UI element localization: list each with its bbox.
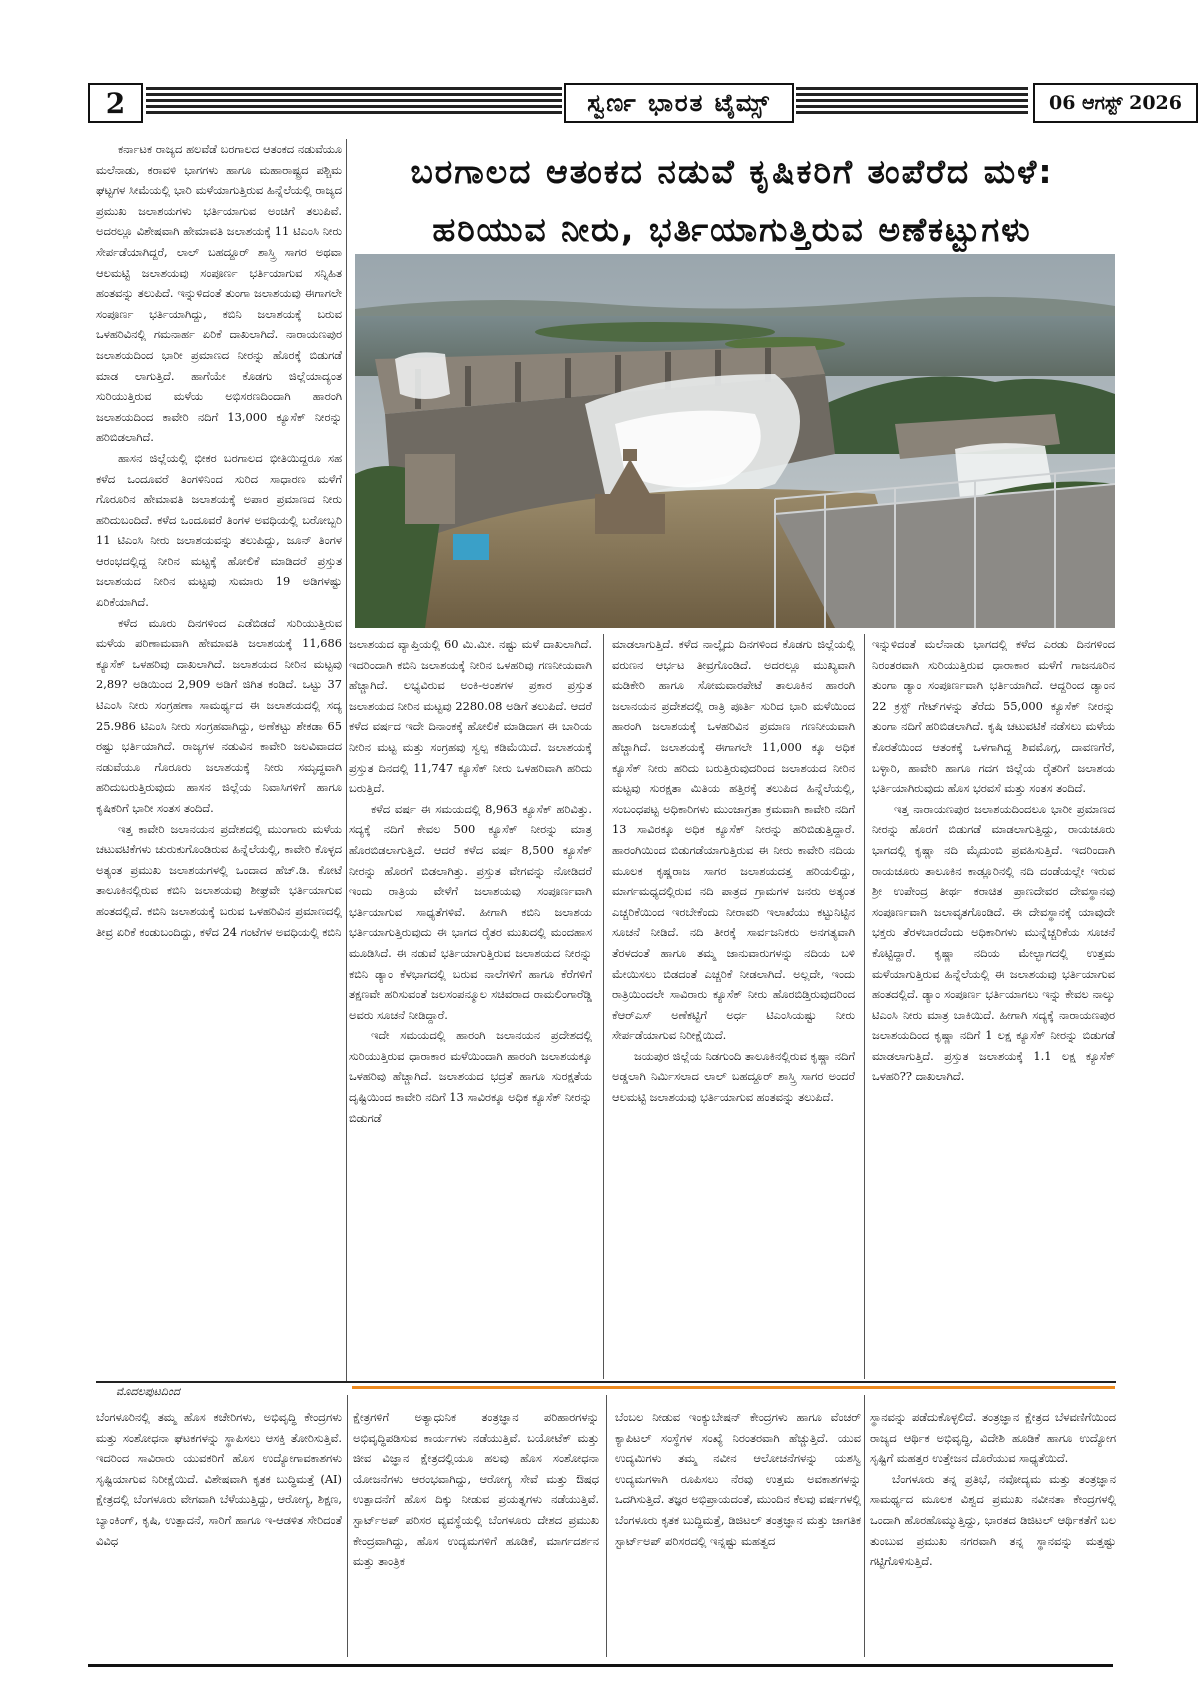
dam-photo — [355, 254, 1115, 628]
column-rule — [606, 1395, 607, 1657]
article-column-b — [612, 634, 855, 1379]
paragraph: ಮಾಡಲಾಗುತ್ತಿದೆ. ಕಳೆದ ನಾಲ್ಕೈದು ದಿನಗಳಿಂದ ಕೊಡಗು ಜಿಲ್ಲೆಯಲ್ಲಿ ವರುಣನ ಆರ್ಭಟ ತೀವ್ರಗೊಂಡಿದೆ. ಅದರಲ್ಲೂ ಮುಖ್ಯವಾಗಿ ಮಡಿಕೇರಿ ಹಾಗೂ ಸೋಮವಾರಪೇಟೆ ತಾಲೂಕಿನ ಹಾರಂಗಿ ಜಲಾನಯನ ಪ್ರದೇಶದಲ್ಲಿ ರಾತ್ರಿ ಪೂರ್ತಿ ಸುರಿದ ಭಾರಿ ಮಳೆಯಿಂದ ಹಾರಂಗಿ ಜಲಾಶಯಕ್ಕೆ ಒಳಹರಿವಿನ ಪ್ರಮಾಣ ಗಣನೀಯವಾಗಿ ಹೆಚ್ಚಾಗಿದೆ. ಜಲಾಶಯಕ್ಕೆ ಈಗಾಗಲೇ 11,000 ಕ್ಕೂ ಅಧಿಕ ಕ್ಯೂಸೆಕ್ ನೀರು ಹರಿದು ಬರುತ್ತಿರುವುದರಿಂದ ಜಲಾಶಯದ ನೀರಿನ ಮಟ್ಟವು ಸುರಕ್ಷತಾ ಮಿತಿಯ ಹತ್ತಿರಕ್ಕೆ ತಲುಪಿದ ಹಿನ್ನೆಲೆಯಲ್ಲಿ, ಸಂಬಂಧಪಟ್ಟ ಅಧಿಕಾರಿಗಳು ಮುಂಜಾಗ್ರತಾ ಕ್ರಮವಾಗಿ ಕಾವೇರಿ ನದಿಗೆ 13 ಸಾವಿರಕ್ಕೂ ಅಧಿಕ ಕ್ಯೂಸೆಕ್ ನೀರನ್ನು ಹರಿಬಿಡುತ್ತಿದ್ದಾರೆ. ಹಾರಂಗಿಯಿಂದ ಬಿಡುಗಡೆಯಾಗುತ್ತಿರುವ ಈ ನೀರು ಕಾವೇರಿ ನದಿಯ ಮೂಲಕ ಕೃಷ್ಣರಾಜ ಸಾಗರ ಜಲಾಶಯದತ್ತ ಹರಿಯಲಿದ್ದು, ಮಾರ್ಗಮಧ್ಯದಲ್ಲಿರುವ ನದಿ ಪಾತ್ರದ ಗ್ರಾಮಗಳ ಜನರು ಅತ್ಯಂತ ಎಚ್ಚರಿಕೆಯಿಂದ ಇರಬೇಕೆಂದು ನೀರಾವರಿ ಇಲಾಖೆಯು ಕಟ್ಟುನಿಟ್ಟಿನ ಸೂಚನೆ ನೀಡಿದೆ. ನದಿ ತೀರಕ್ಕೆ ಸಾರ್ವಜನಿಕರು ಅನಗತ್ಯವಾಗಿ ತೆರಳದಂತೆ ಹಾಗೂ ತಮ್ಮ ಜಾನುವಾರುಗಳನ್ನು ನದಿಯ ಬಳಿ ಮೇಯಿಸಲು ಬಿಡದಂತೆ ಎಚ್ಚರಿಕೆ ನೀಡಲಾಗಿದೆ. ಅಲ್ಲದೇ, ಇಂದು ರಾತ್ರಿಯಿಂದಲೇ ಸಾವಿರಾರು ಕ್ಯೂಸೆಕ್ ನೀರು ಹೊರಬಿಡ್ತಿರುವುದರಿಂದ ಕೆಆರ್‌ಎಸ್ ಅಣೆಕಟ್ಟಿಗೆ ಅರ್ಧ ಟಿಎಂಸಿಯಷ್ಟು ನೀರು ಸೇರ್ಪಡೆಯಾಗುವ ನಿರೀಕ್ಷೆಯಿದೆ. — [612, 637, 855, 1043]
article-left-column — [96, 139, 342, 1381]
headline-line-1: ಬರಗಾಲದ ಆತಂಕದ ನಡುವೆ ಕೃಷಿಕರಿಗೆ ತಂಪೆರೆದ ಮಳೆ: — [410, 152, 1054, 191]
paragraph: ಇತ್ತ ಕಾವೇರಿ ಜಲಾನಯನ ಪ್ರದೇಶದಲ್ಲಿ ಮುಂಗಾರು ಮಳೆಯ ಚಟುವಟಿಕೆಗಳು ಚುರುಕುಗೊಂಡಿರುವ ಹಿನ್ನೆಲೆಯಲ್ಲಿ, ಕಾವೇರಿ ಕೊಳ್ಳದ ಅತ್ಯಂತ ಪ್ರಮುಖ ಜಲಾಶಯಗಳಲ್ಲಿ ಒಂದಾದ ಹೆಚ್.ಡಿ. ಕೋಟೆ ತಾಲೂಕಿನಲ್ಲಿರುವ ಕಬಿನಿ ಜಲಾಶಯವು ಶೀಘ್ರವೇ ಭರ್ತಿಯಾಗುವ ಹಂತದಲ್ಲಿದೆ. ಕಬಿನಿ ಜಲಾಶಯಕ್ಕೆ ಬರುವ ಒಳಹರಿವಿನ ಪ್ರಮಾಣದಲ್ಲಿ ತೀವ್ರ ಏರಿಕೆ ಕಂಡುಬಂದಿದ್ದು, ಕಳೆದ 24 ಗಂಟೆಗಳ ಅವಧಿಯಲ್ಲಿ ಕಬಿನಿ — [96, 821, 342, 939]
header-stripe-right — [796, 87, 1028, 117]
footer-rule — [88, 1664, 1113, 1667]
paragraph: ಬೆಂಗಳೂರಿನಲ್ಲಿ ತಮ್ಮ ಹೊಸ ಕಚೇರಿಗಳು, ಅಭಿವೃದ್ಧಿ ಕೇಂದ್ರಗಳು ಮತ್ತು ಸಂಶೋಧನಾ ಘಟಕಗಳನ್ನು ಸ್ಥಾಪಿಸಲು ಆಸಕ್ತಿ ತೋರಿಸುತ್ತಿವೆ. ಇದರಿಂದ ಸಾವಿರಾರು ಯುವಕರಿಗೆ ಹೊಸ ಉದ್ಯೋಗಾವಕಾಶಗಳು ಸೃಷ್ಟಿಯಾಗುವ ನಿರೀಕ್ಷೆಯಿದೆ. ವಿಶೇಷವಾಗಿ ಕೃತಕ ಬುದ್ಧಿಮತ್ತೆ (AI) ಕ್ಷೇತ್ರದಲ್ಲಿ ಬೆಂಗಳೂರು ವೇಗವಾಗಿ ಬೆಳೆಯುತ್ತಿದ್ದು, ಆರೋಗ್ಯ, ಶಿಕ್ಷಣ, ಬ್ಯಾಂಕಿಂಗ್, ಕೃಷಿ, ಉತ್ಪಾದನೆ, ಸಾರಿಗೆ ಹಾಗೂ ಇ-ಆಡಳಿತ ಸೇರಿದಂತೆ ವಿವಿಧ — [96, 1410, 342, 1548]
column-rule — [864, 1395, 865, 1657]
paragraph: ಕ್ಷೇತ್ರಗಳಿಗೆ ಅತ್ಯಾಧುನಿಕ ತಂತ್ರಜ್ಞಾನ ಪರಿಹಾರಗಳನ್ನು ಅಭಿವೃದ್ಧಿಪಡಿಸುವ ಕಾರ್ಯಗಳು ನಡೆಯುತ್ತಿವೆ. ಬಯೋಟೆಕ್ ಮತ್ತು ಜೀವ ವಿಜ್ಞಾನ ಕ್ಷೇತ್ರದಲ್ಲಿಯೂ ಹಲವು ಹೊಸ ಸಂಶೋಧನಾ ಯೋಜನೆಗಳು ಆರಂಭವಾಗಿದ್ದು, ಆರೋಗ್ಯ ಸೇವೆ ಮತ್ತು ಔಷಧ ಉತ್ಪಾದನೆಗೆ ಹೊಸ ದಿಕ್ಕು ನೀಡುವ ಪ್ರಯತ್ನಗಳು ನಡೆಯುತ್ತಿವೆ. ಸ್ಟಾರ್ಟ್‌ಅಪ್ ಪರಿಸರ ವ್ಯವಸ್ಥೆಯಲ್ಲಿ ಬೆಂಗಳೂರು ದೇಶದ ಪ್ರಮುಖ ಕೇಂದ್ರವಾಗಿದ್ದು, ಹೊಸ ಉದ್ಯಮಗಳಿಗೆ ಹೂಡಿಕೆ, ಮಾರ್ಗದರ್ಶನ ಮತ್ತು ತಾಂತ್ರಿಕ — [353, 1410, 599, 1569]
column-rule — [864, 634, 865, 1379]
paragraph: ಬೆಂಗಳೂರು ತನ್ನ ಪ್ರತಿಭೆ, ನವೋದ್ಯಮ ಮತ್ತು ತಂತ್ರಜ್ಞಾನ ಸಾಮರ್ಥ್ಯದ ಮೂಲಕ ವಿಶ್ವದ ಪ್ರಮುಖ ನವೀನತಾ ಕೇಂದ್ರಗಳಲ್ಲಿ ಒಂದಾಗಿ ಹೊರಹೊಮ್ಮುತ್ತಿದ್ದು, ಭಾರತದ ಡಿಜಿಟಲ್ ಆರ್ಥಿಕತೆಗೆ ಬಲ ತುಂಬುವ ಪ್ರಮುಖ ನಗರವಾಗಿ ತನ್ನ ಸ್ಥಾನವನ್ನು ಮತ್ತಷ್ಟು ಗಟ್ಟಿಗೊಳಿಸುತ್ತಿದೆ. — [870, 1471, 1116, 1569]
continued-column-2 — [353, 1407, 599, 1657]
paragraph: ಇನ್ನುಳಿದಂತೆ ಮಲೆನಾಡು ಭಾಗದಲ್ಲಿ ಕಳೆದ ಎರಡು ದಿನಗಳಿಂದ ನಿರಂತರವಾಗಿ ಸುರಿಯುತ್ತಿರುವ ಧಾರಾಕಾರ ಮಳೆಗೆ ಗಾಜನೂರಿನ ತುಂಗಾ ಡ್ಯಾಂ ಸಂಪೂರ್ಣವಾಗಿ ಭರ್ತಿಯಾಗಿದೆ. ಆದ್ದರಿಂದ ಡ್ಯಾಂನ 22 ಕ್ರಸ್ಟ್ ಗೇಟ್‌ಗಳನ್ನು ತೆರೆದು 55,000 ಕ್ಯೂಸೆಕ್ ನೀರನ್ನು ತುಂಗಾ ನದಿಗೆ ಹರಿಬಿಡಲಾಗಿದೆ. ಕೃಷಿ ಚಟುವಟಿಕೆ ನಡೆಸಲು ಮಳೆಯ ಕೊರತೆಯಿಂದ ಆತಂಕಕ್ಕೆ ಒಳಗಾಗಿದ್ದ ಶಿವಮೊಗ್ಗ, ದಾವಣಗೆರೆ, ಬಳ್ಳಾರಿ, ಹಾವೇರಿ ಹಾಗೂ ಗದಗ ಜಿಲ್ಲೆಯ ರೈತರಿಗೆ ಜಲಾಶಯ ಭರ್ತಿಯಾಗಿರುವುದು ಹೊಸ ಭರವಸೆ ಮತ್ತು ಸಂತಸ ತಂದಿದೆ. — [872, 637, 1115, 796]
column-rule — [347, 1395, 348, 1657]
column-rule — [603, 634, 604, 1379]
paragraph: ಇದೇ ಸಮಯದಲ್ಲಿ ಹಾರಂಗಿ ಜಲಾನಯನ ಪ್ರದೇಶದಲ್ಲಿ ಸುರಿಯುತ್ತಿರುವ ಧಾರಾಕಾರ ಮಳೆಯಿಂದಾಗಿ ಹಾರಂಗಿ ಜಲಾಶಯಕ್ಕೂ ಒಳಹರಿವು ಹೆಚ್ಚಾಗಿದೆ. ಜಲಾಶಯದ ಭದ್ರತೆ ಹಾಗೂ ಸುರಕ್ಷತೆಯ ದೃಷ್ಟಿಯಿಂದ ಕಾವೇರಿ ನದಿಗೆ 13 ಸಾವಿರಕ್ಕೂ ಅಧಿಕ ಕ್ಯೂಸೆಕ್ ನೀರನ್ನು ಬಿಡುಗಡೆ — [349, 1028, 592, 1125]
issue-date: 06 ಆಗಸ್ಟ್ 2026 — [1033, 83, 1198, 123]
paragraph: ಜಯಪುರ ಜಿಲ್ಲೆಯ ನಿಡಗುಂದಿ ತಾಲೂಕಿನಲ್ಲಿರುವ ಕೃಷ್ಣಾ ನದಿಗೆ ಅಡ್ಡಲಾಗಿ ನಿರ್ಮಿಸಲಾದ ಲಾಲ್ ಬಹದ್ದೂರ್ ಶಾಸ್ತ್ರಿ ಸಾಗರ ಅಂದರೆ ಆಲಮಟ್ಟಿ ಜಲಾಶಯವು ಭರ್ತಿಯಾಗುವ ಹಂತವನ್ನು ತಲುಪಿದೆ. — [612, 1048, 855, 1105]
continued-label: ಮೊದಲಪುಟದಿಂದ — [116, 1385, 180, 1398]
continued-column-3 — [615, 1407, 861, 1657]
paragraph: ಕಳೆದ ವರ್ಷ ಈ ಸಮಯದಲ್ಲಿ 8,963 ಕ್ಯೂಸೆಕ್ ಹರಿವಿತ್ತು. ಸದ್ಯಕ್ಕೆ ನದಿಗೆ ಕೇವಲ 500 ಕ್ಯೂಸೆಕ್ ನೀರನ್ನು ಮಾತ್ರ ಹೊರಬಿಡಲಾಗುತ್ತಿದೆ. ಆದರೆ ಕಳೆದ ವರ್ಷ 8,500 ಕ್ಯೂಸೆಕ್ ನೀರನ್ನು ಹೊರಗೆ ಬಿಡಲಾಗಿತ್ತು. ಪ್ರಸ್ತುತ ವೇಗವನ್ನು ನೋಡಿದರೆ ಇಂದು ರಾತ್ರಿಯ ವೇಳೆಗೆ ಜಲಾಶಯವು ಸಂಪೂರ್ಣವಾಗಿ ಭರ್ತಿಯಾಗುವ ಸಾಧ್ಯತೆಗಳಿವೆ. ಹೀಗಾಗಿ ಕಬಿನಿ ಜಲಾಶಯ ಭರ್ತಿಯಾಗುತ್ತಿರುವುದು ಈ ಭಾಗದ ರೈತರ ಮುಖದಲ್ಲಿ ಮಂದಹಾಸ ಮೂಡಿಸಿದೆ. ಈ ನಡುವೆ ಭರ್ತಿಯಾಗುತ್ತಿರುವ ಜಲಾಶಯದ ನೀರನ್ನು ಕಬಿನಿ ಡ್ಯಾಂ ಕೆಳಭಾಗದಲ್ಲಿ ಬರುವ ನಾಲೆಗಳಿಗೆ ಹಾಗೂ ಕೆರೆಗಳಿಗೆ ತಕ್ಷಣವೇ ಹರಿಸುವಂತೆ ಜಲಸಂಪನ್ಮೂಲ ಸಚಿವರಾದ ರಾಮಲಿಂಗಾರೆಡ್ಡಿ ಅವರು ಸೂಚನೆ ನೀಡಿದ್ದಾರೆ. — [349, 801, 592, 1022]
paragraph: ಜಲಾಶಯದ ವ್ಯಾಪ್ತಿಯಲ್ಲಿ 60 ಮಿ.ಮೀ. ನಷ್ಟು ಮಳೆ ದಾಖಲಾಗಿದೆ. ಇದರಿಂದಾಗಿ ಕಬಿನಿ ಜಲಾಶಯಕ್ಕೆ ನೀರಿನ ಒಳಹರಿವು ಗಣನೀಯವಾಗಿ ಹೆಚ್ಚಾಗಿದೆ. ಲಭ್ಯವಿರುವ ಅಂಕಿ-ಅಂಶಗಳ ಪ್ರಕಾರ ಪ್ರಸ್ತುತ ಜಲಾಶಯದ ನೀರಿನ ಮಟ್ಟವು 2280.08 ಅಡಿಗೆ ತಲುಪಿದೆ. ಆದರೆ ಕಳೆದ ವರ್ಷದ ಇದೇ ದಿನಾಂಕಕ್ಕೆ ಹೋಲಿಕೆ ಮಾಡಿದಾಗ ಈ ಬಾರಿಯ ನೀರಿನ ಮಟ್ಟ ಮತ್ತು ಸಂಗ್ರಹವು ಸ್ವಲ್ಪ ಕಡಿಮೆಯಿದೆ. ಜಲಾಶಯಕ್ಕೆ ಪ್ರಸ್ತುತ ದಿನದಲ್ಲಿ 11,747 ಕ್ಯೂಸೆಕ್ ನೀರು ಒಳಹರಿವಾಗಿ ಹರಿದು ಬರುತ್ತಿದೆ. — [349, 637, 592, 796]
page-header — [88, 83, 1182, 125]
header-stripe-left — [146, 87, 562, 117]
headline-line-2: ಹರಿಯುವ ನೀರು, ಭರ್ತಿಯಾಗುತ್ತಿರುವ ಅಣೆಕಟ್ಟುಗಳು — [432, 210, 1032, 249]
column-rule — [346, 139, 347, 1381]
page-number: 2 — [88, 83, 143, 123]
continued-column-1 — [96, 1407, 342, 1657]
paragraph: ಹಾಸನ ಜಿಲ್ಲೆಯಲ್ಲಿ ಭೀಕರ ಬರಗಾಲದ ಭೀತಿಯಿದ್ದರೂ ಸಹ ಕಳೆದ ಒಂದೂವರೆ ತಿಂಗಳಿನಿಂದ ಸುರಿದ ಸಾಧಾರಣ ಮಳೆಗೆ ಗೊರೂರಿನ ಹೇಮಾವತಿ ಜಲಾಶಯಕ್ಕೆ ಅಪಾರ ಪ್ರಮಾಣದ ನೀರು ಹರಿದುಬಂದಿದೆ. ಕಳೆದ ಒಂದೂವರೆ ತಿಂಗಳ ಅವಧಿಯಲ್ಲಿ ಬರೋಬ್ಬರಿ 11 ಟಿಎಂಸಿ ನೀರು ಜಲಾಶಯವನ್ನು ತಲುಪಿದ್ದು, ಜೂನ್ ತಿಂಗಳ ಆರಂಭದಲ್ಲಿದ್ದ ನೀರಿನ ಮಟ್ಟಕ್ಕೆ ಹೋಲಿಕೆ ಮಾಡಿದರೆ ಪ್ರಸ್ತುತ ಜಲಾಶಯದ ನೀರಿನ ಮಟ್ಟವು ಸುಮಾರು 19 ಅಡಿಗಳಷ್ಟು ಏರಿಕೆಯಾಗಿದೆ. — [96, 450, 342, 610]
article-column-c — [872, 634, 1115, 1379]
paragraph: ಕರ್ನಾಟಕ ರಾಜ್ಯದ ಹಲವೆಡೆ ಬರಗಾಲದ ಆತಂಕದ ನಡುವೆಯೂ ಮಲೆನಾಡು, ಕರಾವಳಿ ಭಾಗಗಳು ಹಾಗೂ ಮಹಾರಾಷ್ಟ್ರದ ಪಶ್ಚಿಮ ಘಟ್ಟಗಳ ಸೀಮೆಯಲ್ಲಿ ಭಾರಿ ಮಳೆಯಾಗುತ್ತಿರುವ ಹಿನ್ನೆಲೆಯಲ್ಲಿ ರಾಜ್ಯದ ಪ್ರಮುಖ ಜಲಾಶಯಗಳು ಭರ್ತಿಯಾಗುವ ಅಂಚಿಗೆ ತಲುಪಿವೆ. ಅದರಲ್ಲೂ ವಿಶೇಷವಾಗಿ ಹೇಮಾವತಿ ಜಲಾಶಯಕ್ಕೆ 11 ಟಿಎಂಸಿ ನೀರು ಸೇರ್ಪಡೆಯಾಗಿದ್ದರೆ, ಲಾಲ್ ಬಹದ್ದೂರ್ ಶಾಸ್ತ್ರಿ ಸಾಗರ ಅಥವಾ ಆಲಮಟ್ಟಿ ಜಲಾಶಯವು ಸಂಪೂರ್ಣ ಭರ್ತಿಯಾಗುವ ಸನ್ನಿಹಿತ ಹಂತವನ್ನು ತಲುಪಿದೆ. ಇನ್ನುಳಿದಂತೆ ತುಂಗಾ ಜಲಾಶಯವು ಈಗಾಗಲೇ ಸಂಪೂರ್ಣ ಭರ್ತಿಯಾಗಿದ್ದು, ಕಬಿನಿ ಜಲಾಶಯಕ್ಕೆ ಬರುವ ಒಳಹರಿವಿನಲ್ಲಿ ಗಮನಾರ್ಹ ಏರಿಕೆ ದಾಖಲಾಗಿದೆ. ನಾರಾಯಣಪುರ ಜಲಾಶಯದಿಂದ ಭಾರೀ ಪ್ರಮಾಣದ ನೀರನ್ನು ಹೊರಕ್ಕೆ ಬಿಡುಗಡೆ ಮಾಡ ಲಾಗುತ್ತಿದೆ. ಹಾಗೆಯೇ ಕೊಡಗು ಜಿಲ್ಲೆಯಾದ್ಯಂತ ಸುರಿಯುತ್ತಿರುವ ಮಳೆಯ ಅಭಿಸರಣದಿಂದಾಗಿ ಹಾರಂಗಿ ಜಲಾಶಯದಿಂದ ಕಾವೇರಿ ನದಿಗೆ 13,000 ಕ್ಯೂಸೆಕ್ ನೀರನ್ನು ಹರಿಬಿಡಲಾಗಿದೆ. — [96, 142, 342, 445]
accent-rule — [352, 1386, 1115, 1389]
article-column-a — [349, 634, 592, 1379]
continued-column-4 — [870, 1407, 1116, 1657]
article-headline — [352, 143, 1112, 259]
paragraph: ಸ್ಥಾನವನ್ನು ಪಡೆದುಕೊಳ್ಳಲಿದೆ. ತಂತ್ರಜ್ಞಾನ ಕ್ಷೇತ್ರದ ಬೆಳವಣಿಗೆಯಿಂದ ರಾಜ್ಯದ ಆರ್ಥಿಕ ಅಭಿವೃದ್ಧಿ, ವಿದೇಶಿ ಹೂಡಿಕೆ ಹಾಗೂ ಉದ್ಯೋಗ ಸೃಷ್ಟಿಗೆ ಮಹತ್ತರ ಉತ್ತೇಜನ ದೊರೆಯುವ ಸಾಧ್ಯತೆಯಿದೆ. — [870, 1410, 1116, 1466]
paragraph: ಇತ್ತ ನಾರಾಯಣಪುರ ಜಲಾಶಯದಿಂದಲೂ ಭಾರೀ ಪ್ರಮಾಣದ ನೀರನ್ನು ಹೊರಗೆ ಬಿಡುಗಡೆ ಮಾಡಲಾಗುತ್ತಿದ್ದು, ರಾಯಚೂರು ಭಾಗದಲ್ಲಿ ಕೃಷ್ಣಾ ನದಿ ಮೈದುಂಬಿ ಪ್ರವಹಿಸುತ್ತಿದೆ. ಇದರಿಂದಾಗಿ ರಾಯಚೂರು ತಾಲೂಕಿನ ಕಾಡ್ಲೂರಿನಲ್ಲಿ ನದಿ ದಂಡೆಯಲ್ಲೇ ಇರುವ ಶ್ರೀ ಉಪೇಂದ್ರ ತೀರ್ಥ ಕರಾಚಿತ ಪ್ರಾಣದೇವರ ದೇವಸ್ಥಾನವು ಸಂಪೂರ್ಣವಾಗಿ ಜಲಾವೃತಗೊಂಡಿದೆ. ಈ ದೇವಸ್ಥಾನಕ್ಕೆ ಯಾವುದೇ ಭಕ್ತರು ತೆರಳಬಾರದೆಂದು ಅಧಿಕಾರಿಗಳು ಮುನ್ನೆಚ್ಚರಿಕೆಯ ಸೂಚನೆ ಕೊಟ್ಟಿದ್ದಾರೆ. ಕೃಷ್ಣಾ ನದಿಯ ಮೇಲ್ಭಾಗದಲ್ಲಿ ಉತ್ತಮ ಮಳೆಯಾಗುತ್ತಿರುವ ಹಿನ್ನೆಲೆಯಲ್ಲಿ ಈ ಜಲಾಶಯವು ಭರ್ತಿಯಾಗುವ ಹಂತದಲ್ಲಿದೆ. ಡ್ಯಾಂ ಸಂಪೂರ್ಣ ಭರ್ತಿಯಾಗಲು ಇನ್ನು ಕೇವಲ ನಾಲ್ಕು ಟಿಎಂಸಿ ನೀರು ಮಾತ್ರ ಬಾಕಿಯಿದೆ. ಹೀಗಾಗಿ ಸದ್ಯಕ್ಕೆ ನಾರಾಯಣಪುರ ಜಲಾಶಯದಿಂದ ಕೃಷ್ಣಾ ನದಿಗೆ 1 ಲಕ್ಷ ಕ್ಯೂಸೆಕ್ ನೀರನ್ನು ಬಿಡುಗಡೆ ಮಾಡಲಾಗುತ್ತಿದೆ. ಪ್ರಸ್ತುತ ಜಲಾಶಯಕ್ಕೆ 1.1 ಲಕ್ಷ ಕ್ಯೂಸೆಕ್ ಒಳಹರಿ?? ದಾಖಲಾಗಿದೆ. — [872, 801, 1115, 1084]
masthead: ಸ್ವರ್ಣ ಭಾರತ ಟೈಮ್ಸ್ — [564, 83, 794, 123]
paragraph: ಬೆಂಬಲ ನೀಡುವ ಇಂಕ್ಯುಬೇಷನ್ ಕೇಂದ್ರಗಳು ಹಾಗೂ ವೆಂಚರ್ ಕ್ಯಾಪಿಟಲ್ ಸಂಸ್ಥೆಗಳ ಸಂಖ್ಯೆ ನಿರಂತರವಾಗಿ ಹೆಚ್ಚುತ್ತಿದೆ. ಯುವ ಉದ್ಯಮಿಗಳು ತಮ್ಮ ನವೀನ ಆಲೋಚನೆಗಳನ್ನು ಯಶಸ್ವಿ ಉದ್ಯಮಗಳಾಗಿ ರೂಪಿಸಲು ನೆರವು ಉತ್ತಮ ಅವಕಾಶಗಳನ್ನು ಒದಗಿಸುತ್ತಿದೆ. ತಜ್ಞರ ಅಭಿಪ್ರಾಯದಂತೆ, ಮುಂದಿನ ಕೆಲವು ವರ್ಷಗಳಲ್ಲಿ ಬೆಂಗಳೂರು ಕೃತಕ ಬುದ್ಧಿಮತ್ತೆ, ಡಿಜಿಟಲ್ ತಂತ್ರಜ್ಞಾನ ಮತ್ತು ಜಾಗತಿಕ ಸ್ಟಾರ್ಟ್‌ಅಪ್ ಪರಿಸರದಲ್ಲಿ ಇನ್ನಷ್ಟು ಮಹತ್ವದ — [615, 1410, 861, 1548]
paragraph: ಕಳೆದ ಮೂರು ದಿನಗಳಿಂದ ಎಡೆಬಿಡದೆ ಸುರಿಯುತ್ತಿರುವ ಮಳೆಯ ಪರಿಣಾಮವಾಗಿ ಹೇಮಾವತಿ ಜಲಾಶಯಕ್ಕೆ 11,686 ಕ್ಯೂಸೆಕ್ ಒಳಹರಿವು ದಾಖಲಾಗಿದೆ. ಜಲಾಶಯದ ನೀರಿನ ಮಟ್ಟವು 2,89? ಅಡಿಯಿಂದ 2,909 ಅಡಿಗೆ ಜಿಗಿತ ಕಂಡಿದೆ. ಒಟ್ಟು 37 ಟಿಎಂಸಿ ನೀರು ಸಂಗ್ರಹಣಾ ಸಾಮರ್ಥ್ಯದ ಈ ಜಲಾಶಯದಲ್ಲಿ ಸದ್ಯ 25.986 ಟಿಎಂಸಿ ನೀರು ಸಂಗ್ರಹವಾಗಿದ್ದು, ಅಣೆಕಟ್ಟು ಶೇಕಡಾ 65 ರಷ್ಟು ಭರ್ತಿಯಾಗಿದೆ. ರಾಜ್ಯಗಳ ನಡುವಿನ ಕಾವೇರಿ ಜಲವಿವಾದದ ನಡುವೆಯೂ ಗೊರೂರು ಜಲಾಶಯಕ್ಕೆ ನೀರು ಸಮೃದ್ಧವಾಗಿ ಹರಿದುಬರುತ್ತಿರುವುದು ಹಾಸನ ಜಿಲ್ಲೆಯ ನಿವಾಸಿಗಳಿಗೆ ಹಾಗೂ ಕೃಷಿಕರಿಗೆ ಭಾರೀ ಸಂತಸ ತಂದಿದೆ. — [96, 615, 342, 815]
